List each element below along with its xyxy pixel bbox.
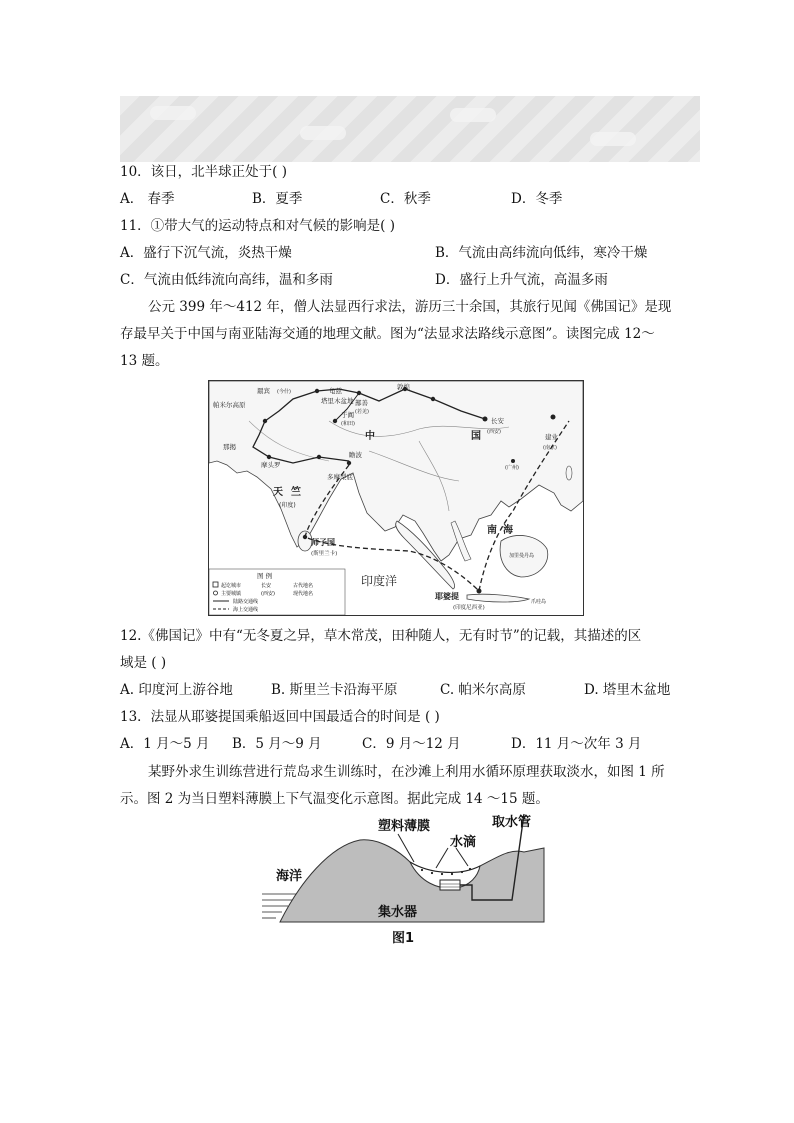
map-label-srilanka: 师子国	[311, 538, 335, 547]
q12-option-a: A. 印度河上游谷地	[120, 682, 233, 698]
map-label-yepoti-sub: (印度尼西亚)	[453, 605, 485, 611]
header-banner	[120, 96, 700, 162]
svg-text:陆路交通线: 陆路交通线	[233, 599, 259, 605]
q12-option-d: D. 塔里木盆地	[584, 682, 671, 698]
map-label-south-sea-1: 南	[487, 525, 497, 536]
label-water-drops: 水滴	[450, 835, 477, 850]
map-label-tamralipti: 多摩梨底	[327, 473, 353, 481]
svg-text:海上交通线: 海上交通线	[233, 607, 259, 613]
q12-stem-line2: 域是 ( )	[120, 655, 167, 671]
map-label-jianye: 建业	[545, 433, 558, 441]
label-water-pipe: 取水管	[492, 815, 532, 830]
map-label-srilanka-sub: (斯里兰卡)	[311, 551, 338, 557]
map-label-borneo: 加里曼丹岛	[509, 553, 535, 559]
passage2-line1: 某野外求生训练营进行荒岛求生训练时，在沙滩上利用水循环原理获取淡水，如图 1 所	[148, 764, 665, 780]
svg-text:长安: 长安	[261, 583, 272, 589]
q10-option-d: D．冬季	[511, 191, 563, 207]
q11-option-a: A．盛行下沉气流，炎热干燥	[120, 245, 292, 261]
svg-text:(今什): (今什)	[277, 389, 291, 395]
svg-text:图 例: 图 例	[257, 572, 273, 580]
water-collector	[440, 880, 460, 890]
svg-text:(西安): (西安)	[487, 429, 501, 435]
svg-text:起讫城市: 起讫城市	[221, 583, 242, 589]
q11-stem: 11．①带大气的运动特点和对气候的影响是( )	[120, 218, 396, 234]
map-label-india: (印度)	[279, 502, 296, 509]
map-label-tianzhu2: 竺	[291, 487, 301, 498]
map-label-south-sea-2: 海	[503, 525, 513, 536]
q13-option-b: B．5 月～9 月	[232, 736, 322, 752]
map-label-pamir: 帕米尔高原	[213, 401, 246, 409]
svg-text:古代地名: 古代地名	[293, 583, 314, 589]
faxian-route-map	[208, 380, 584, 616]
q10-option-b: B．夏季	[252, 191, 303, 207]
q13-option-c: C．9 月～12 月	[362, 736, 461, 752]
map-label-nalo: 那揭	[223, 443, 236, 451]
map-label-khotan: 于阗	[341, 411, 354, 419]
sri-lanka-island	[298, 531, 312, 551]
map-label-china-zhong: 中	[365, 431, 375, 442]
figure1-caption: 图1	[392, 931, 415, 946]
map-label-qiuci: 龟兹	[329, 387, 342, 395]
q13-option-d: D．11 月～次年 3 月	[511, 736, 642, 752]
q12-stem-line1: 12.《佛国记》中有“无冬夏之异，草木常茂，田种随人，无有时节”的记载，其描述的区	[120, 628, 642, 644]
label-collector: 集水器	[378, 905, 418, 920]
figure1-solar-still	[260, 812, 560, 947]
map-label-yepoti: 耶婆提	[435, 592, 459, 601]
java-island	[467, 594, 529, 602]
passage1-line2: 存最早关于中国与南亚陆海交通的地理文献。图为“法显求法路线示意图”。读图完成 12～	[120, 326, 655, 342]
q11-option-d: D．盛行上升气流，高温多雨	[435, 272, 608, 288]
svg-text:主要城镇: 主要城镇	[221, 591, 242, 597]
label-ocean: 海洋	[276, 869, 303, 884]
map-label-tarim: 塔里木盆地	[321, 397, 354, 405]
map-label-java: 爪哇岛	[531, 599, 547, 605]
q12-option-b: B. 斯里兰卡沿海平原	[271, 682, 398, 698]
map-label-guangzhou: (广州)	[505, 465, 519, 471]
q11-option-c: C．气流由低纬流向高纬，温和多雨	[120, 272, 333, 288]
svg-text:现代地名: 现代地名	[293, 591, 314, 597]
q10-option-c: C．秋季	[380, 191, 431, 207]
map-label-jibin: 罽宾	[257, 387, 270, 395]
label-plastic-film: 塑料薄膜	[378, 819, 431, 834]
svg-text:(南京): (南京)	[543, 445, 557, 451]
svg-text:(若羌): (若羌)	[355, 409, 369, 415]
q11-option-b: B．气流由高纬流向低纬，寒冷干燥	[435, 245, 648, 261]
passage1-line3: 13 题。	[120, 353, 169, 369]
map-label-indian-ocean: 印度洋	[361, 574, 398, 588]
q13-stem: 13．法显从耶婆提国乘船返回中国最适合的时间是 ( )	[120, 709, 440, 725]
map-label-dunhuang: 敦煌	[397, 383, 410, 391]
map-legend	[209, 569, 345, 615]
map-label-tianzhu: 天	[273, 487, 283, 498]
svg-text:(西安): (西安)	[261, 591, 275, 597]
passage1-line1: 公元 399 年～412 年，僧人法显西行求法，游历三十余国，其旅行见闻《佛国记》是现	[148, 299, 672, 315]
svg-text:(和田): (和田)	[341, 421, 355, 427]
map-label-china-guo: 国	[471, 431, 481, 442]
q12-option-c: C. 帕米尔高原	[440, 682, 526, 698]
map-label-changan: 长安	[491, 417, 504, 425]
passage2-line2: 示。图 2 为当日塑料薄膜上下气温变化示意图。据此完成 14 ～15 题。	[120, 791, 549, 807]
q13-option-a: A．1 月～5 月	[120, 736, 210, 752]
q10-stem: 10．该日，北半球正处于( )	[120, 164, 288, 180]
map-label-shanshan: 鄯善	[355, 399, 368, 407]
q10-option-a: A． 春季	[120, 191, 175, 207]
map-label-mathura: 摩头罗	[261, 461, 281, 469]
map-label-shewei: 瞻波	[349, 451, 362, 459]
asia-landmass	[209, 381, 583, 561]
